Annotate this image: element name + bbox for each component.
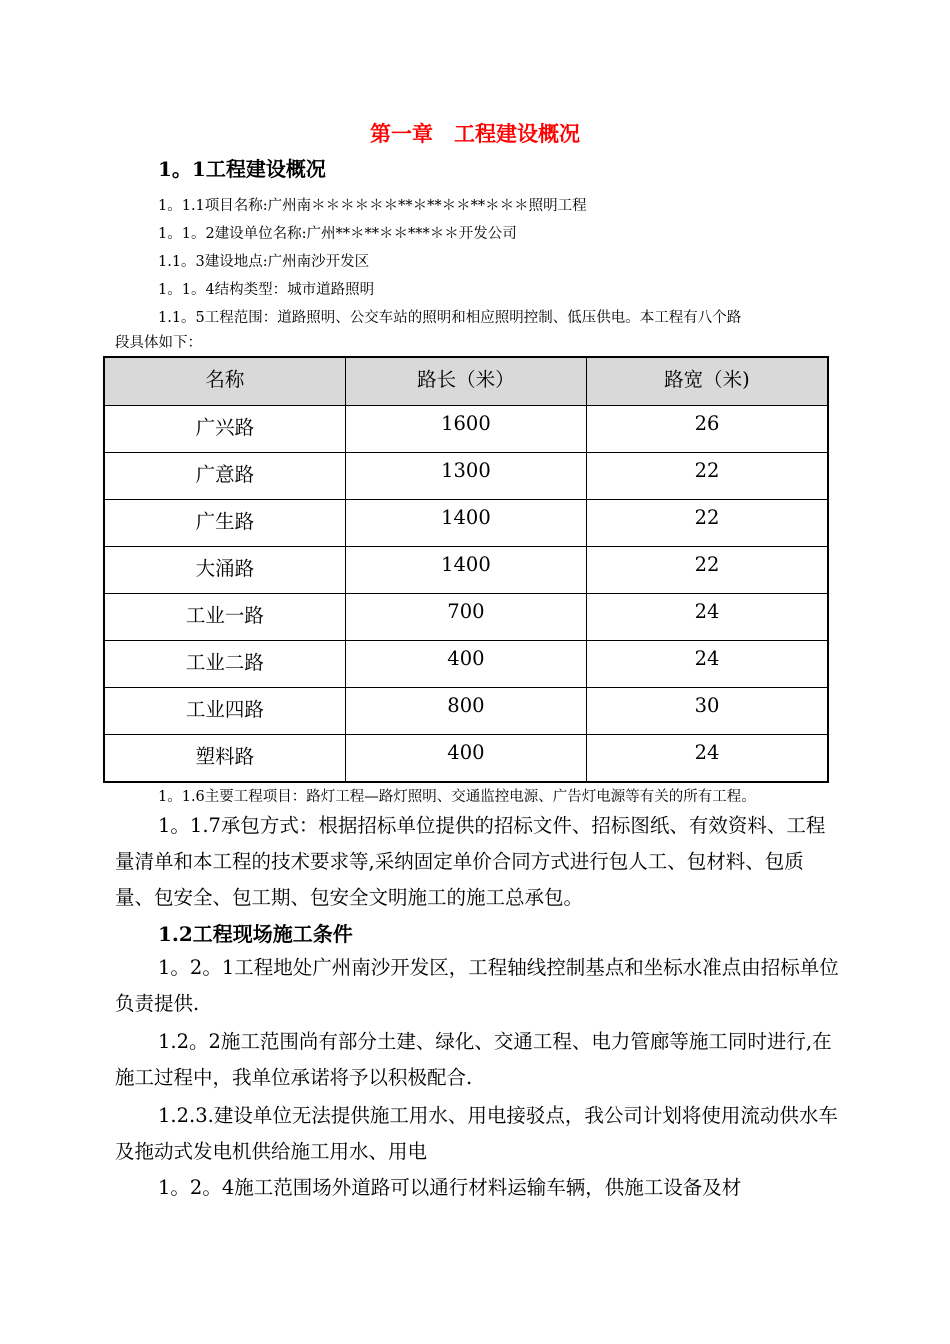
cell-road-length: 400 (345, 735, 586, 783)
cell-road-width: 22 (586, 453, 828, 500)
paragraph-1-2-1: 1。2。1工程地处广州南沙开发区，工程轴线控制基点和坐标水准点由招标单位负责提供. (115, 956, 839, 1015)
table-row (104, 500, 828, 547)
header-name: 名称 (104, 357, 345, 406)
item-main-projects: 1。1.6主要工程项目：路灯工程—路灯照明、交通监控电源、广告灯电源等有关的所有工程。 (158, 789, 756, 805)
item-builder-name: 1。1。2建设单位名称:广州**＊**＊＊***＊＊开发公司 (158, 226, 517, 242)
paragraph-1-2-4: 1。2。4施工范围场外道路可以通行材料运输车辆，供施工设备及材 (158, 1176, 742, 1199)
table-row (104, 641, 828, 688)
table-row (104, 688, 828, 735)
cell-road-name: 广意路 (104, 453, 345, 500)
item-contract-mode: 1。1.7承包方式：根据招标单位提供的招标文件、招标图纸、有效资料、工程量清单和本工程的技术要求等,采纳固定单价合同方式进行包人工、包材料、包质量、包安全、包工期、包安全文明施工的施工总承包。 (115, 814, 826, 909)
cell-road-length: 1400 (345, 547, 586, 594)
section-heading-1-2: 1.2工程现场施工条件 (158, 922, 353, 946)
cell-road-name: 工业四路 (104, 688, 345, 735)
cell-road-name: 大涌路 (104, 547, 345, 594)
table-row (104, 735, 828, 783)
cell-road-width: 30 (586, 688, 828, 735)
cell-road-length: 700 (345, 594, 586, 641)
paragraph-1-2-2: 1.2。2施工范围尚有部分土建、绿化、交通工程、电力管廊等施工同时进行,在施工过程中，我单位承诺将予以积极配合. (115, 1030, 832, 1089)
chapter-title: 第一章 工程建设概况 (370, 121, 580, 146)
paragraph-1-2-3: 1.2.3.建设单位无法提供施工用水、用电接驳点，我公司计划将使用流动供水车及拖动式发电机供给施工用水、用电 (115, 1104, 838, 1163)
cell-road-length: 1300 (345, 453, 586, 500)
road-table (103, 356, 829, 783)
cell-road-name: 广兴路 (104, 406, 345, 453)
cell-road-name: 广生路 (104, 500, 345, 547)
item-scope-line2: 段具体如下： (115, 335, 202, 351)
item-project-name: 1。1.1项目名称:广州南＊＊＊＊＊＊**＊**＊＊**＊＊＊照明工程 (158, 198, 587, 214)
item-structure-type: 1。1。4结构类型：城市道路照明 (158, 282, 375, 298)
cell-road-width: 22 (586, 500, 828, 547)
cell-road-width: 26 (586, 406, 828, 453)
table-row (104, 547, 828, 594)
cell-road-width: 24 (586, 594, 828, 641)
cell-road-length: 1600 (345, 406, 586, 453)
cell-road-width: 24 (586, 735, 828, 783)
header-length: 路长（米） (345, 357, 586, 406)
item-location: 1.1。3建设地点:广州南沙开发区 (158, 254, 370, 270)
cell-road-length: 1400 (345, 500, 586, 547)
cell-road-length: 800 (345, 688, 586, 735)
cell-road-width: 22 (586, 547, 828, 594)
table-row (104, 406, 828, 453)
cell-road-name: 工业一路 (104, 594, 345, 641)
table-row (104, 594, 828, 641)
cell-road-width: 24 (586, 641, 828, 688)
section-heading-1-1: 1。1工程建设概况 (158, 157, 326, 181)
cell-road-name: 工业二路 (104, 641, 345, 688)
item-scope-line1: 1.1。5工程范围：道路照明、公交车站的照明和相应照明控制、低压供电。本工程有八个路 (158, 310, 742, 326)
table-header-row (104, 357, 828, 406)
header-width: 路宽（米) (586, 357, 828, 406)
cell-road-length: 400 (345, 641, 586, 688)
table-row (104, 453, 828, 500)
cell-road-name: 塑料路 (104, 735, 345, 783)
